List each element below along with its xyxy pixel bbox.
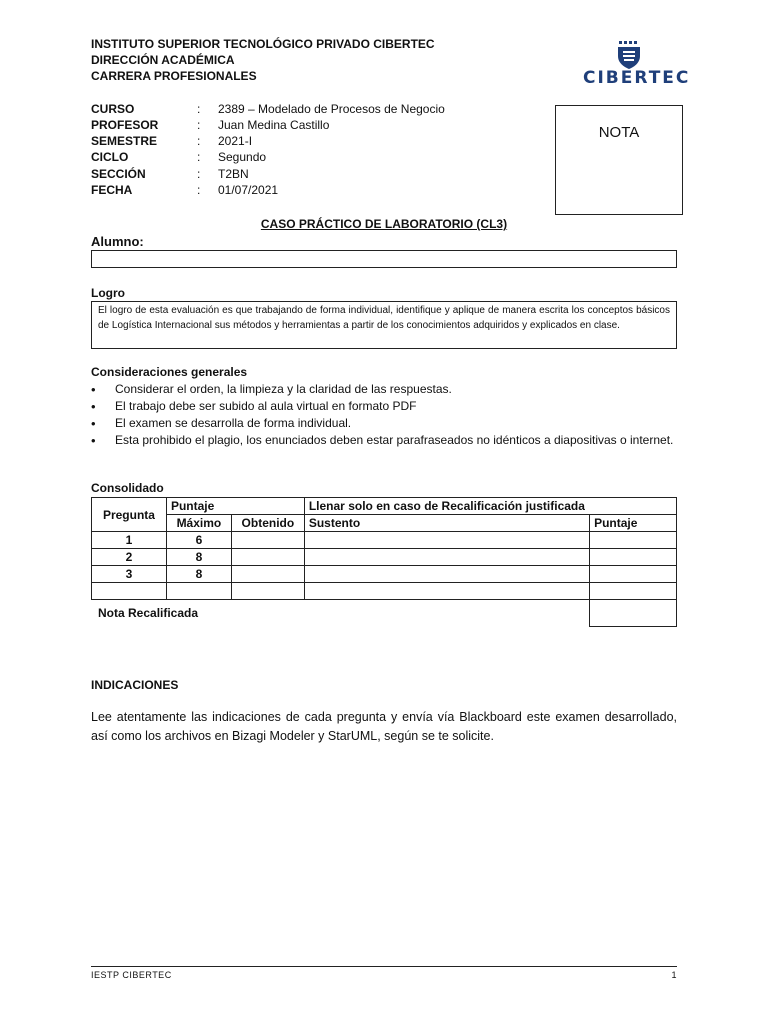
info-value: T2BN <box>218 167 249 181</box>
nota-box[interactable] <box>555 105 683 215</box>
cell-pregunta: 3 <box>92 566 167 583</box>
nota-label: NOTA <box>598 124 640 141</box>
cibertec-logo <box>578 40 691 90</box>
cell-obtenido[interactable] <box>231 583 304 600</box>
table-row <box>92 566 677 583</box>
info-value: 01/07/2021 <box>218 183 279 197</box>
cell-sustento[interactable] <box>304 566 589 583</box>
consideraciones-list <box>91 381 677 449</box>
logro-label: Logro <box>91 286 125 300</box>
list-item: • El trabajo debe ser subido al aula virtual en formato PDF <box>91 398 677 415</box>
header-puntaje-recal: Puntaje <box>590 515 677 532</box>
page-footer <box>91 966 677 980</box>
cell-puntaje[interactable] <box>590 532 677 549</box>
cell-pregunta <box>92 583 167 600</box>
logo-wordmark: CIBERTEC <box>583 68 691 88</box>
indicaciones-label: INDICACIONES <box>91 678 179 692</box>
cell-sustento[interactable] <box>304 583 589 600</box>
alumno-label: Alumno: <box>91 234 144 249</box>
shield-crest-icon <box>615 40 643 70</box>
info-label: FECHA <box>91 183 133 197</box>
table-row <box>92 532 677 549</box>
cell-maximo <box>166 583 231 600</box>
header-obtenido: Obtenido <box>231 515 304 532</box>
nota-recalificada-label: Nota Recalificada <box>98 606 199 620</box>
list-item: • Considerar el orden, la limpieza y la claridad de las respuestas. <box>91 381 677 398</box>
info-label: SEMESTRE <box>91 134 158 148</box>
info-value: Segundo <box>218 150 267 164</box>
header-recalificacion: Llenar solo en caso de Recalificación justificada <box>304 498 676 515</box>
cell-maximo: 8 <box>166 566 231 583</box>
header-puntaje: Puntaje <box>166 498 304 515</box>
cell-puntaje[interactable] <box>590 549 677 566</box>
cell-puntaje[interactable] <box>590 566 677 583</box>
info-separator: : <box>197 183 201 197</box>
info-label: CICLO <box>91 150 129 164</box>
logro-box <box>91 301 677 349</box>
alumno-field[interactable] <box>91 250 677 268</box>
info-value: 2021-I <box>218 134 253 148</box>
logro-text: El logro de esta evaluación es que trabajando de forma individual, identifique y aplique de manera escrita los conceptos básicos de Logística Internacional sus métodos y herramientas a partir de los conocimientos adquiridos y explicados en clase. <box>98 305 670 331</box>
academic-direction: DIRECCIÓN ACADÉMICA <box>91 53 235 67</box>
consolidado-label: Consolidado <box>91 481 164 495</box>
header-maximo: Máximo <box>166 515 231 532</box>
cell-sustento[interactable] <box>304 532 589 549</box>
info-label: CURSO <box>91 102 135 116</box>
consolidado-table <box>91 497 677 600</box>
cell-pregunta: 1 <box>92 532 167 549</box>
header-pregunta: Pregunta <box>92 498 167 532</box>
cell-puntaje[interactable] <box>590 583 677 600</box>
list-item: • Esta prohibido el plagio, los enunciados deben estar parafraseados no idénticos a diapositivas o internet. <box>91 432 677 449</box>
indicaciones-text: Lee atentamente las indicaciones de cada pregunta y envía vía Blackboard este examen desarrollado, así como los archivos en Bizagi Modeler y StarUML, según se te solicite. <box>91 710 677 743</box>
info-value: Juan Medina Castillo <box>218 118 330 132</box>
header-sustento: Sustento <box>304 515 589 532</box>
info-label: PROFESOR <box>91 118 159 132</box>
table-row <box>92 549 677 566</box>
cell-maximo: 8 <box>166 549 231 566</box>
table-row <box>92 583 677 600</box>
document-title: CASO PRÁCTICO DE LABORATORIO (CL3) <box>260 217 508 231</box>
career-name: CARRERA PROFESIONALES <box>91 69 257 83</box>
info-separator: : <box>197 134 201 148</box>
cell-sustento[interactable] <box>304 549 589 566</box>
footer-institution: IESTP CIBERTEC <box>91 970 172 980</box>
cell-pregunta: 2 <box>92 549 167 566</box>
table-header-row <box>92 498 677 515</box>
table-subheader-row <box>92 515 677 532</box>
institution-name: INSTITUTO SUPERIOR TECNOLÓGICO PRIVADO CIBERTEC <box>91 37 435 51</box>
info-label: SECCIÓN <box>91 167 146 181</box>
nota-recalificada-field[interactable] <box>589 599 677 627</box>
cell-obtenido[interactable] <box>231 566 304 583</box>
info-separator: : <box>197 167 201 181</box>
info-separator: : <box>197 102 201 116</box>
list-item: • El examen se desarrolla de forma individual. <box>91 415 677 432</box>
info-separator: : <box>197 118 201 132</box>
cell-obtenido[interactable] <box>231 532 304 549</box>
cell-obtenido[interactable] <box>231 549 304 566</box>
info-separator: : <box>197 150 201 164</box>
info-value: 2389 – Modelado de Procesos de Negocio <box>218 102 445 116</box>
cell-maximo: 6 <box>166 532 231 549</box>
consideraciones-label: Consideraciones generales <box>91 365 248 379</box>
page-number: 1 <box>671 970 677 980</box>
